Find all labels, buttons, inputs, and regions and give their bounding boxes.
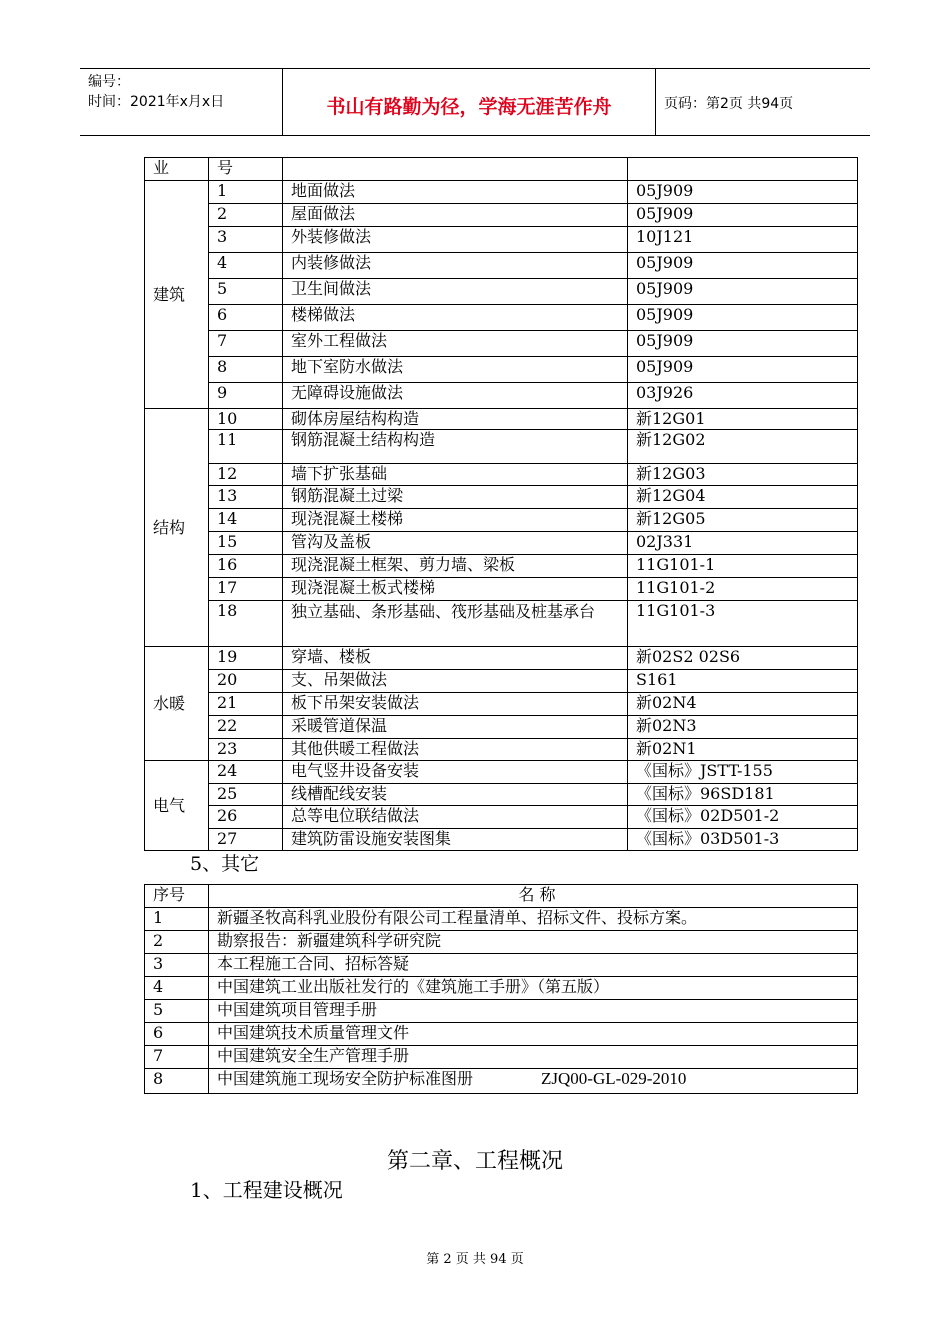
table-row (145, 761, 858, 784)
cell-code: 05J909 (628, 331, 858, 357)
header-page-number: 页码：第2页 共94页 (664, 96, 794, 112)
category-cell: 水暖 (145, 647, 209, 761)
header-motto: 书山有路勤为径，学海无涯苦作舟 (326, 96, 612, 118)
cell-name: 墙下扩张基础 (283, 464, 628, 486)
cell-code: 新02S2 02S6 (628, 647, 858, 670)
cell-code: 05J909 (628, 305, 858, 331)
table-row (145, 716, 858, 739)
cell-name: 无障碍设施做法 (283, 383, 628, 409)
chapter-title: 第二章、工程概况 (386, 1149, 563, 1174)
cell-name: 钢筋混凝土过梁 (283, 486, 628, 509)
cell-name (209, 954, 858, 977)
cell-name (209, 931, 858, 954)
table-row (145, 357, 858, 383)
cell-no: 27 (209, 829, 283, 851)
table-row (145, 409, 858, 430)
table-row (145, 486, 858, 509)
cell-code: 新12G01 (628, 409, 858, 430)
header-bottom-rule (80, 135, 870, 136)
cell-no: 19 (209, 647, 283, 670)
cell-name: 钢筋混凝土结构构造 (283, 430, 628, 464)
table-row (145, 647, 858, 670)
page-footer: 第 2 页 共 94 页 (426, 1252, 524, 1267)
header-divider-left (282, 69, 283, 135)
cell-no: 26 (209, 806, 283, 829)
cell-no: 13 (209, 486, 283, 509)
cell-name: 其他供暖工程做法 (283, 739, 628, 761)
table-row (145, 931, 858, 954)
table-row (145, 908, 858, 931)
cell-code: 新12G03 (628, 464, 858, 486)
cell-name: 采暖管道保温 (283, 716, 628, 739)
cell-code: 《国标》JSTT-155 (628, 761, 858, 784)
cell-no: 5 (209, 279, 283, 305)
cell-no: 15 (209, 532, 283, 555)
reference-name: 中国建筑安全生产管理手册 (217, 1046, 410, 1065)
table-row (145, 555, 858, 578)
cell-no: 21 (209, 693, 283, 716)
cell-no: 7 (145, 1046, 209, 1069)
cell-no: 1 (145, 908, 209, 931)
cell-code: 新02N3 (628, 716, 858, 739)
table-header-row (145, 158, 858, 181)
cell-name: 现浇混凝土框架、剪力墙、梁板 (283, 555, 628, 578)
table-row (145, 1046, 858, 1069)
cell-no: 12 (209, 464, 283, 486)
cell-code: 02J331 (628, 532, 858, 555)
cell-no: 7 (209, 331, 283, 357)
cell-no: 9 (209, 383, 283, 409)
category-cell: 建筑 (145, 181, 209, 409)
cell-name: 砌体房屋结构构造 (283, 409, 628, 430)
table-header-cell: 号 (209, 158, 283, 181)
cell-code: 05J909 (628, 253, 858, 279)
cell-code: 《国标》03D501-3 (628, 829, 858, 851)
cell-name: 线槽配线安装 (283, 784, 628, 806)
table-row (145, 227, 858, 253)
table-row (145, 279, 858, 305)
cell-no: 4 (145, 977, 209, 1000)
table-row (145, 739, 858, 761)
table-row (145, 509, 858, 532)
table-row (145, 977, 858, 1000)
table-row (145, 806, 858, 829)
table-row (145, 253, 858, 279)
table-row (145, 829, 858, 851)
cell-code: 《国标》96SD181 (628, 784, 858, 806)
cell-code: 新12G02 (628, 430, 858, 464)
reference-name: 中国建筑项目管理手册 (217, 1000, 378, 1019)
cell-name: 总等电位联结做法 (283, 806, 628, 829)
cell-name (209, 1046, 858, 1069)
cell-name: 屋面做法 (283, 204, 628, 227)
table-row (145, 305, 858, 331)
cell-name (209, 977, 858, 1000)
other-references-table (144, 884, 858, 1094)
standards-table (144, 157, 858, 851)
cell-no: 3 (145, 954, 209, 977)
table-header-cell (628, 158, 858, 181)
cell-name (209, 908, 858, 931)
table-row (145, 601, 858, 647)
cell-name: 穿墙、楼板 (283, 647, 628, 670)
cell-code: 11G101-1 (628, 555, 858, 578)
cell-name (209, 1069, 858, 1094)
header-meta (88, 72, 224, 112)
cell-code: 新12G05 (628, 509, 858, 532)
reference-name: 中国建筑施工现场安全防护标准图册 (217, 1069, 474, 1088)
table-row (145, 784, 858, 806)
table-header-cell: 业 (145, 158, 209, 181)
cell-no: 20 (209, 670, 283, 693)
header-divider-right (655, 69, 656, 135)
cell-name: 现浇混凝土板式楼梯 (283, 578, 628, 601)
cell-code: 03J926 (628, 383, 858, 409)
header-no: 序号 (145, 885, 209, 908)
cell-code: S161 (628, 670, 858, 693)
cell-name: 现浇混凝土楼梯 (283, 509, 628, 532)
cell-no: 16 (209, 555, 283, 578)
cell-code: 新02N1 (628, 739, 858, 761)
header-time: 时间：2021年x月x日 (88, 94, 225, 110)
table-header-row (145, 885, 858, 908)
cell-no: 2 (209, 204, 283, 227)
cell-name: 卫生间做法 (283, 279, 628, 305)
table-row (145, 670, 858, 693)
cell-name: 支、吊架做法 (283, 670, 628, 693)
reference-name: 勘察报告：新疆建筑科学研究院 (217, 931, 442, 950)
header-number: 编号： (88, 74, 130, 90)
cell-no: 4 (209, 253, 283, 279)
section-heading-other: 5、其它 (190, 853, 260, 875)
table-row (145, 532, 858, 555)
cell-name: 内装修做法 (283, 253, 628, 279)
reference-name: 中国建筑工业出版社发行的《建筑施工手册》（第五版） (217, 977, 610, 996)
table-row (145, 1023, 858, 1046)
cell-code: 10J121 (628, 227, 858, 253)
category-cell: 结构 (145, 409, 209, 647)
cell-name: 楼梯做法 (283, 305, 628, 331)
cell-name: 地面做法 (283, 181, 628, 204)
cell-code: 《国标》02D501-2 (628, 806, 858, 829)
cell-code: 新12G04 (628, 486, 858, 509)
cell-no: 22 (209, 716, 283, 739)
table-row (145, 331, 858, 357)
cell-no: 5 (145, 1000, 209, 1023)
category-cell: 电气 (145, 761, 209, 851)
cell-name (209, 1023, 858, 1046)
table-row (145, 1069, 858, 1094)
cell-no: 23 (209, 739, 283, 761)
cell-code: 05J909 (628, 279, 858, 305)
header-top-rule (80, 68, 870, 69)
table-row (145, 464, 858, 486)
reference-name: 中国建筑技术质量管理文件 (217, 1023, 410, 1042)
table-row (145, 204, 858, 227)
cell-code: 05J909 (628, 181, 858, 204)
cell-name: 电气竖井设备安装 (283, 761, 628, 784)
cell-no: 17 (209, 578, 283, 601)
table-row (145, 181, 858, 204)
table-row (145, 578, 858, 601)
table-row (145, 954, 858, 977)
cell-code: 11G101-2 (628, 578, 858, 601)
reference-code: ZJQ00-GL-029-2010 (541, 1069, 687, 1088)
cell-no: 24 (209, 761, 283, 784)
cell-name: 独立基础、条形基础、筏形基础及桩基承台 (283, 601, 628, 647)
cell-no: 8 (145, 1069, 209, 1094)
cell-name: 室外工程做法 (283, 331, 628, 357)
table-row (145, 1000, 858, 1023)
cell-no: 14 (209, 509, 283, 532)
reference-name: 本工程施工合同、招标答疑 (217, 954, 410, 973)
cell-no: 25 (209, 784, 283, 806)
cell-no: 2 (145, 931, 209, 954)
cell-name: 建筑防雷设施安装图集 (283, 829, 628, 851)
cell-no: 11 (209, 430, 283, 464)
cell-code: 05J909 (628, 357, 858, 383)
table-row (145, 383, 858, 409)
cell-no: 3 (209, 227, 283, 253)
section-heading-overview: 1、工程建设概况 (190, 1178, 343, 1202)
header-name: 名 称 (209, 885, 858, 908)
cell-no: 1 (209, 181, 283, 204)
cell-name: 板下吊架安装做法 (283, 693, 628, 716)
cell-code: 新02N4 (628, 693, 858, 716)
cell-code: 05J909 (628, 204, 858, 227)
cell-no: 18 (209, 601, 283, 647)
table-header-cell (283, 158, 628, 181)
cell-no: 8 (209, 357, 283, 383)
cell-name: 外装修做法 (283, 227, 628, 253)
table-row (145, 693, 858, 716)
cell-name: 地下室防水做法 (283, 357, 628, 383)
cell-no: 10 (209, 409, 283, 430)
cell-name (209, 1000, 858, 1023)
cell-code: 11G101-3 (628, 601, 858, 647)
reference-name: 新疆圣牧高科乳业股份有限公司工程量清单、招标文件、投标方案。 (217, 908, 698, 927)
table-row (145, 430, 858, 464)
cell-no: 6 (209, 305, 283, 331)
cell-no: 6 (145, 1023, 209, 1046)
cell-name: 管沟及盖板 (283, 532, 628, 555)
